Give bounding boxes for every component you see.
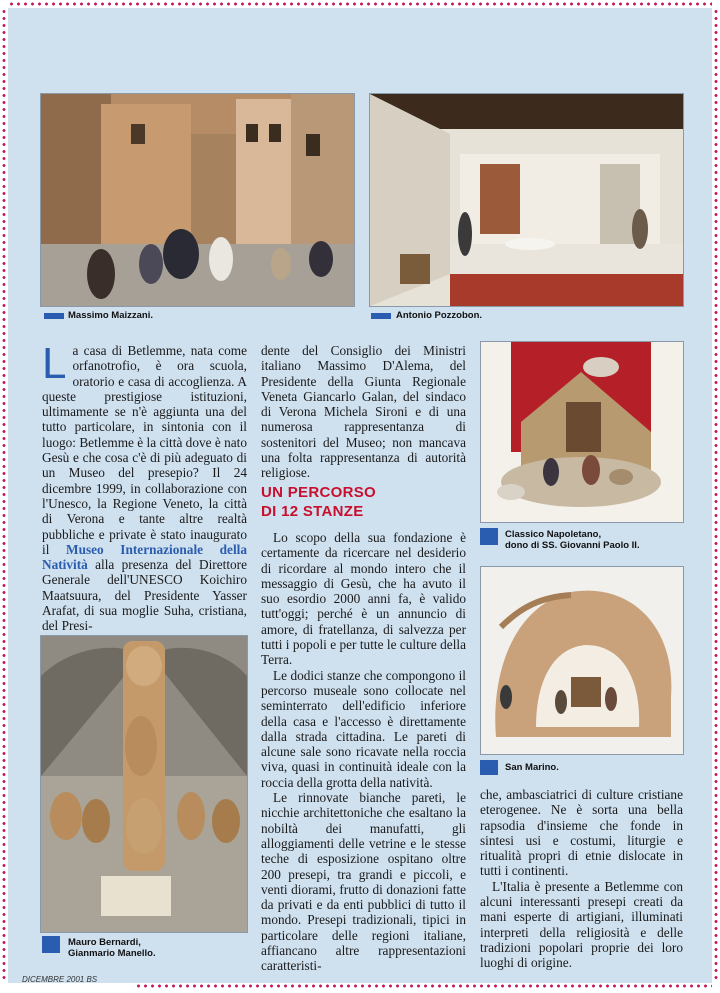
caption-line: dono di SS. Giovanni Paolo II. bbox=[505, 540, 640, 551]
heading-line: UN PERCORSO bbox=[261, 484, 376, 501]
photo-caption: San Marino. bbox=[505, 762, 559, 773]
page-folio: DICEMBRE 2001 BS bbox=[22, 975, 98, 984]
photo-caption bbox=[68, 937, 156, 959]
dotted-border-left bbox=[2, 8, 6, 983]
paragraph: che, ambasciatrici di culture cristiane eterogenee. Ne è sorta una bella rapsodia d'insieme che fonde in sintesi usi e costumi, liturgie e ritualità propri di etnie dislocate in tutti i continenti. bbox=[480, 787, 683, 879]
photo-caption bbox=[505, 529, 640, 551]
photo-caption: Antonio Pozzobon. bbox=[396, 310, 483, 321]
paragraph: dente del Consiglio dei Ministri italiano Massimo D'Alema, del Presidente della Giunta Regionale Veneta Giancarlo Galan, del sindaco di Verona Michela Sironi e di una numerosa rappresentanza di sostenitori del Museo; non mancava una folta rappresentanza di autorità religiose. bbox=[261, 343, 466, 481]
caption-line: Classico Napoletano, bbox=[505, 529, 602, 540]
section-heading bbox=[261, 483, 376, 521]
text-column-2 bbox=[261, 530, 466, 974]
heading-line: DI 12 STANZE bbox=[261, 503, 364, 520]
photo-village-nativity bbox=[40, 93, 355, 307]
paragraph: Le dodici stanze che compongono il percorso museale sono collocate nel seminterrato dell'edificio inferiore della casa e l'accesso è direttamente dalla strada cittadina. Le pareti di alcune sale sono ricavate nella roccia viva, quasi in continuità ideale con la roccia della grotta della natività. bbox=[261, 667, 466, 790]
photo-san-marino-grotto bbox=[480, 566, 684, 755]
photo-caption: Massimo Maizzani. bbox=[68, 310, 153, 321]
text-column-1 bbox=[42, 339, 247, 634]
dotted-border-right bbox=[714, 8, 718, 983]
caption-marker bbox=[480, 760, 498, 775]
caption-marker bbox=[371, 313, 391, 319]
photo-diorama-room bbox=[369, 93, 684, 307]
photo-wood-sculpture bbox=[40, 635, 248, 933]
museum-name-highlight: Museo Internazionale della Natività bbox=[42, 541, 247, 573]
paragraph: Lo scopo della sua fondazione è certamente da ricercare nel desiderio di ricordare al mondo intero che il messaggio di Gesù, che ha avuto il suo esordio 2000 anni fa, è valido tutt'oggi; perché è un annuncio di amore, di fratellanza, di salvezza per tutti i popoli e per tutte le culture della Terra. bbox=[261, 530, 466, 668]
paragraph: L'Italia è presente a Betlemme con alcuni interessanti presepi creati da mani esperte di artigiani, illuminati interpreti della religiosità e delle tradizioni popolari proprie dei loro luoghi di origine. bbox=[480, 878, 683, 971]
paragraph bbox=[42, 339, 247, 634]
paragraph: Le rinnovate bianche pareti, le nicchie architettoniche che esaltano la nobiltà dei manufatti, gli alloggiamenti delle vetrine e le stesse teche di esposizione ospitano oltre 200 presepi, tra grandi e piccoli, e venti diorami, frutto di donazioni fatte da privati e da enti pubblici di tutto il mondo. Presepi tradizionali, tipici in particolare delle regioni italiane, affiancano altre rappresentazioni caratteristi- bbox=[261, 790, 466, 974]
text-column-3 bbox=[480, 787, 683, 972]
dotted-border-bottom bbox=[135, 984, 712, 988]
caption-line: Gianmario Manello. bbox=[68, 948, 156, 959]
paragraph-text: a casa di Betlemme, nata come orfanotrofio, è ora scuola, oratorio e casa di accoglienza. A queste prestigiose istituzioni, ultimamente se n'è aggiunta una del tutto particolare, in sintonia con il luogo: Betlemme è la città dove è nato Gesù e che cosa c'è di più adeguato di un Museo del presepio? Il 24 dicembre 1999, in collaborazione con l'Unesco, la Regione Veneto, la città di Verona e tante altre realtà pubbliche e private è stato inaugurato il bbox=[42, 343, 247, 557]
caption-marker bbox=[44, 313, 64, 319]
photo-neapolitan-nativity bbox=[480, 341, 684, 523]
drop-cap: L bbox=[42, 339, 67, 388]
text-column-2-top bbox=[261, 343, 466, 481]
caption-marker bbox=[42, 936, 60, 953]
caption-marker bbox=[480, 528, 498, 545]
dotted-border-top bbox=[8, 2, 712, 6]
paragraph-text: alla presenza del Direttore Generale dell'UNESCO Koichiro Maatsuura, del Presidente Yasser Arafat, di sua moglie Suha, cristiana, del Presi- bbox=[42, 557, 247, 634]
caption-line: Mauro Bernardi, bbox=[68, 937, 141, 948]
